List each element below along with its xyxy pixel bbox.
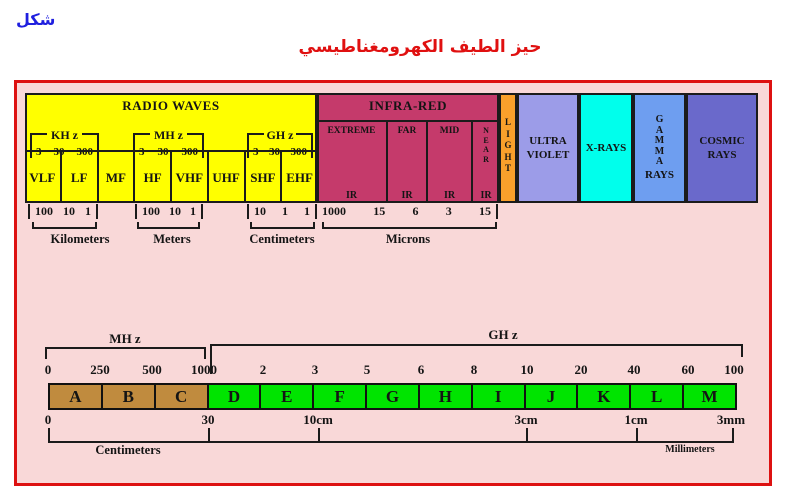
band-cell-k: K bbox=[578, 385, 631, 408]
mhz-tick: 3 bbox=[139, 146, 145, 158]
ghz-tick-label: 40 bbox=[627, 362, 641, 377]
m-tick: 10 bbox=[169, 204, 181, 218]
mhz-tick-label: 1000 bbox=[191, 362, 217, 377]
ghz-tick-label: 60 bbox=[681, 362, 695, 377]
band-cell-b: B bbox=[103, 385, 156, 408]
xrays-label: X-RAYS bbox=[585, 142, 627, 154]
infrared-subsections bbox=[317, 120, 499, 203]
microns-label: Microns bbox=[385, 232, 431, 246]
band-cell-e: E bbox=[261, 385, 314, 408]
band-cell-a: A bbox=[50, 385, 103, 408]
wavelength-tick-label: 10cm bbox=[303, 412, 333, 427]
centimeters-scale bbox=[247, 204, 317, 219]
mhz-label: MH z bbox=[154, 128, 183, 142]
band-cell-j: J bbox=[526, 385, 579, 408]
micron-tick: 15 bbox=[479, 204, 491, 218]
spectrum-board bbox=[14, 80, 772, 486]
ghz-tick-label: 20 bbox=[574, 362, 588, 377]
bottom-ruler bbox=[48, 428, 734, 443]
kilometers-bracket bbox=[32, 222, 97, 229]
page-title: حيز الطيف الكهرومغناطيسي bbox=[298, 37, 542, 57]
bandchart-ghz-bracket bbox=[211, 344, 743, 357]
ir-extreme-label: EXTREME bbox=[327, 126, 376, 136]
ghz-label: GH z bbox=[266, 128, 294, 142]
ir-far-label: FAR bbox=[397, 126, 417, 136]
gamma-section bbox=[633, 93, 686, 203]
ruler-tick bbox=[732, 428, 734, 441]
micron-tick: 1000 bbox=[322, 204, 346, 218]
micron-tick: 15 bbox=[373, 204, 386, 218]
ir-extreme bbox=[317, 122, 388, 203]
bandchart-centimeters-label: Centimeters bbox=[95, 443, 161, 457]
ultraviolet-section bbox=[517, 93, 579, 203]
ir-near-sub: IR bbox=[480, 190, 492, 201]
km-tick: 100 bbox=[35, 204, 53, 218]
ghz-tick-label: 10 bbox=[520, 362, 534, 377]
mhz-tick-label: 500 bbox=[142, 362, 162, 377]
cm-tick: 1 bbox=[282, 204, 288, 218]
khz-tick: 30 bbox=[53, 146, 65, 158]
khz-label: KH z bbox=[51, 128, 78, 142]
ir-near bbox=[473, 122, 499, 203]
ruler-tick bbox=[318, 428, 320, 441]
wavelength-tick-label: 0 bbox=[44, 412, 52, 427]
mhz-tick: 300 bbox=[181, 146, 198, 158]
band-cell-g: G bbox=[367, 385, 420, 408]
radio-band-uhf: UHF bbox=[209, 152, 246, 203]
mhz-tick-label: 250 bbox=[90, 362, 110, 377]
radio-band-vhf: VHF bbox=[172, 152, 209, 203]
ruler-tick bbox=[48, 428, 50, 441]
micron-tick: 3 bbox=[445, 204, 452, 218]
ghz-tick: 3 bbox=[253, 146, 259, 158]
cm-tick: 1 bbox=[304, 204, 310, 218]
microns-bracket bbox=[322, 222, 497, 229]
centimeters-bracket bbox=[250, 222, 315, 229]
meters-scale bbox=[135, 204, 203, 219]
ruler-tick bbox=[636, 428, 638, 441]
radio-waves-title: RADIO WAVES bbox=[122, 98, 220, 113]
ir-extreme-sub: IR bbox=[345, 190, 358, 201]
radio-band-lf: LF bbox=[62, 152, 99, 203]
ir-far-sub: IR bbox=[401, 190, 413, 201]
mhz-tick-label: 0 bbox=[44, 362, 52, 377]
cosmic-line2: RAYS bbox=[707, 149, 737, 161]
khz-tick: 300 bbox=[76, 146, 93, 158]
wavelength-tick-label: 1cm bbox=[624, 412, 648, 427]
radio-band-mf: MF bbox=[99, 152, 136, 203]
microns-scale bbox=[317, 204, 498, 219]
gamma-word: G A M M A bbox=[654, 114, 665, 168]
bandchart-mhz-label: MH z bbox=[109, 331, 141, 346]
centimeters-label: Centimeters bbox=[249, 232, 315, 246]
band-cell-c: C bbox=[156, 385, 209, 408]
ir-far bbox=[388, 122, 428, 203]
band-cell-f: F bbox=[314, 385, 367, 408]
m-tick: 1 bbox=[190, 204, 196, 218]
bandchart-mhz-bracket bbox=[45, 347, 206, 359]
ir-mid-label: MID bbox=[439, 126, 460, 136]
light-label: L I G H T bbox=[504, 117, 512, 173]
wavelength-tick-label: 30 bbox=[201, 412, 215, 427]
micron-tick: 6 bbox=[412, 204, 419, 218]
bandchart-ghz-label: GH z bbox=[488, 327, 518, 342]
ir-mid bbox=[428, 122, 473, 203]
band-cell-d: D bbox=[209, 385, 262, 408]
band-cell-i: I bbox=[473, 385, 526, 408]
ultraviolet-line2: VIOLET bbox=[526, 149, 570, 161]
radio-bands-row bbox=[25, 150, 317, 203]
khz-tick: 3 bbox=[36, 146, 42, 158]
radio-band-shf: SHF bbox=[246, 152, 283, 203]
band-row bbox=[48, 383, 737, 410]
band-cell-l: L bbox=[631, 385, 684, 408]
wavelength-tick-label: 3cm bbox=[514, 412, 538, 427]
kilometers-scale bbox=[28, 204, 98, 219]
ruler-tick bbox=[208, 428, 210, 441]
ghz-tick: 300 bbox=[290, 146, 307, 158]
radio-band-vlf: VLF bbox=[25, 152, 62, 203]
ghz-tick-label: 100 bbox=[724, 362, 744, 377]
ghz-tick-label: 2 bbox=[259, 362, 267, 377]
meters-bracket bbox=[137, 222, 200, 229]
ir-near-label: N E A R bbox=[483, 126, 489, 164]
ghz-tick-label: 5 bbox=[363, 362, 371, 377]
light-section bbox=[499, 93, 517, 203]
ghz-tick-label: 8 bbox=[470, 362, 478, 377]
mhz-tick: 30 bbox=[157, 146, 169, 158]
kilometers-label: Kilometers bbox=[50, 232, 110, 246]
xrays-section bbox=[579, 93, 633, 203]
cosmic-section bbox=[686, 93, 758, 203]
ruler-tick bbox=[526, 428, 528, 441]
m-tick: 100 bbox=[142, 204, 160, 218]
cosmic-line1: COSMIC bbox=[699, 135, 745, 147]
wavelength-tick-label: 3mm bbox=[716, 412, 746, 427]
ghz-tick-label: 3 bbox=[311, 362, 319, 377]
radio-band-hf: HF bbox=[135, 152, 172, 203]
ghz-tick-label: 6 bbox=[417, 362, 425, 377]
km-tick: 10 bbox=[63, 204, 75, 218]
infrared-title: INFRA-RED bbox=[368, 98, 448, 113]
cm-tick: 10 bbox=[254, 204, 266, 218]
band-cell-h: H bbox=[420, 385, 473, 408]
band-cell-m: M bbox=[684, 385, 735, 408]
ghz-tick: 30 bbox=[269, 146, 280, 158]
bandchart-millimeters-label: Millimeters bbox=[665, 444, 715, 455]
radio-band-ehf: EHF bbox=[286, 169, 313, 185]
gamma-rays-word: RAYS bbox=[645, 168, 674, 181]
figure-label: شكل bbox=[16, 10, 56, 29]
meters-label: Meters bbox=[153, 232, 191, 246]
ir-mid-sub: IR bbox=[443, 190, 456, 201]
km-tick: 1 bbox=[85, 204, 91, 218]
ultraviolet-line1: ULTRA bbox=[529, 135, 567, 147]
